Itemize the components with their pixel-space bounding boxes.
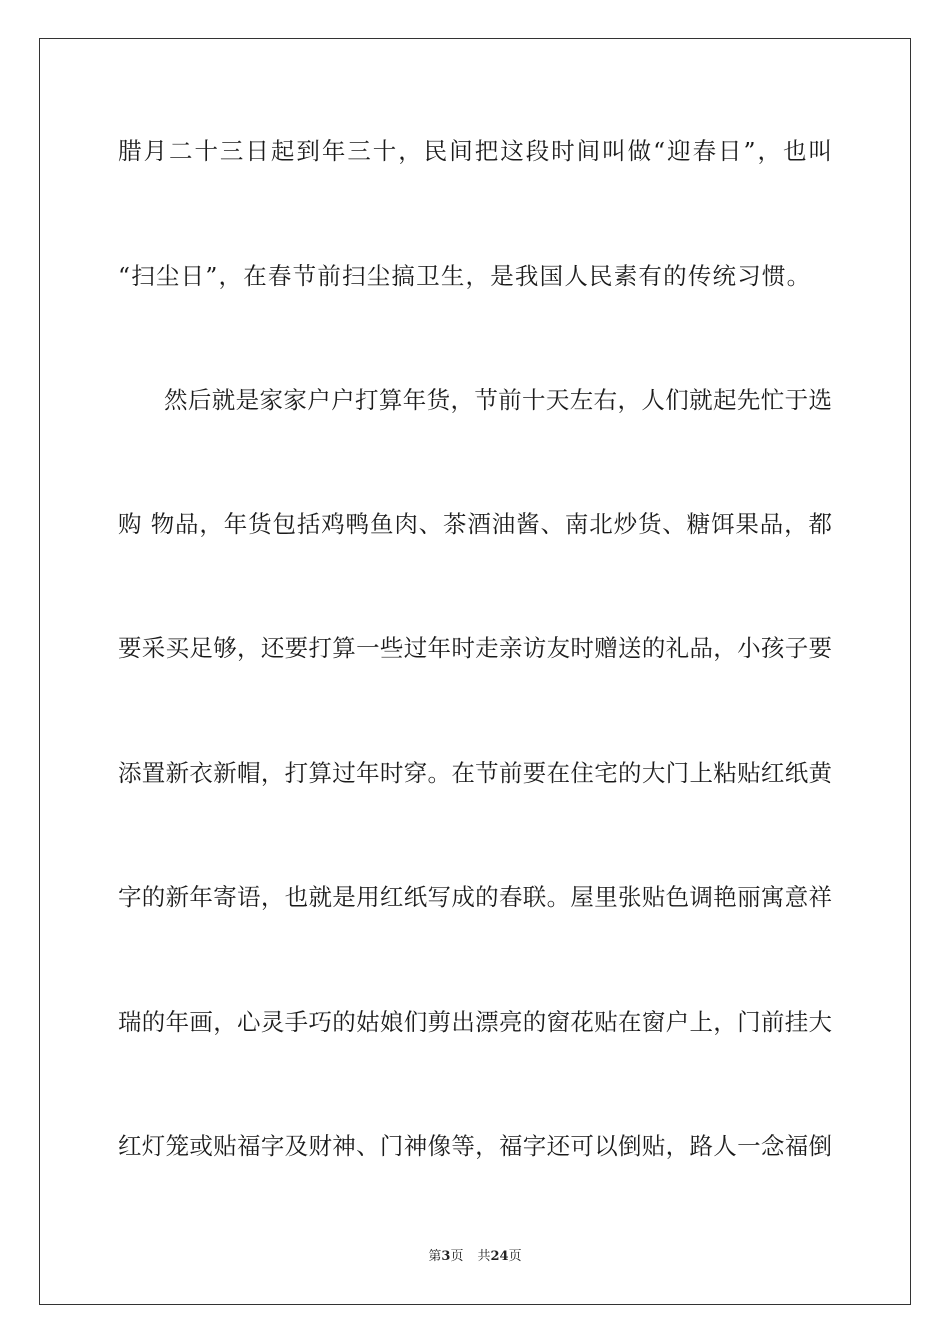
page-border: [39, 38, 911, 1305]
body-text-line-1: 腊月二十三日起到年三十，民间把这段时间叫做“迎春日”，也叫: [118, 137, 832, 165]
total-prefix: 共: [477, 1249, 491, 1264]
total-suffix: 页: [508, 1249, 522, 1264]
page-suffix: 页: [450, 1249, 464, 1264]
body-text-line-4: 购 物品，年货包括鸡鸭鱼肉、茶酒油酱、南北炒货、糖饵果品，都: [118, 510, 832, 538]
body-text-line-6: 添置新衣新帽，打算过年时穿。在节前要在住宅的大门上粘贴红纸黄: [118, 759, 832, 787]
page-number: 3: [441, 1249, 451, 1264]
body-text-line-7: 字的新年寄语，也就是用红纸写成的春联。屋里张贴色调艳丽寓意祥: [118, 883, 832, 911]
total-pages: 24: [490, 1249, 509, 1264]
body-text-line-3: 然后就是家家户户打算年货，节前十天左右，人们就起先忙于选: [164, 386, 832, 414]
page-prefix: 第: [428, 1249, 442, 1264]
page-footer: [0, 1249, 950, 1265]
body-text-line-5: 要采买足够，还要打算一些过年时走亲访友时赠送的礼品，小孩子要: [118, 634, 832, 662]
body-text-line-9: 红灯笼或贴福字及财神、门神像等，福字还可以倒贴，路人一念福倒: [118, 1132, 832, 1160]
body-text-line-8: 瑞的年画，心灵手巧的姑娘们剪出漂亮的窗花贴在窗户上，门前挂大: [118, 1008, 832, 1036]
body-text-line-2: “扫尘日”，在春节前扫尘搞卫生，是我国人民素有的传统习惯。: [118, 262, 812, 290]
